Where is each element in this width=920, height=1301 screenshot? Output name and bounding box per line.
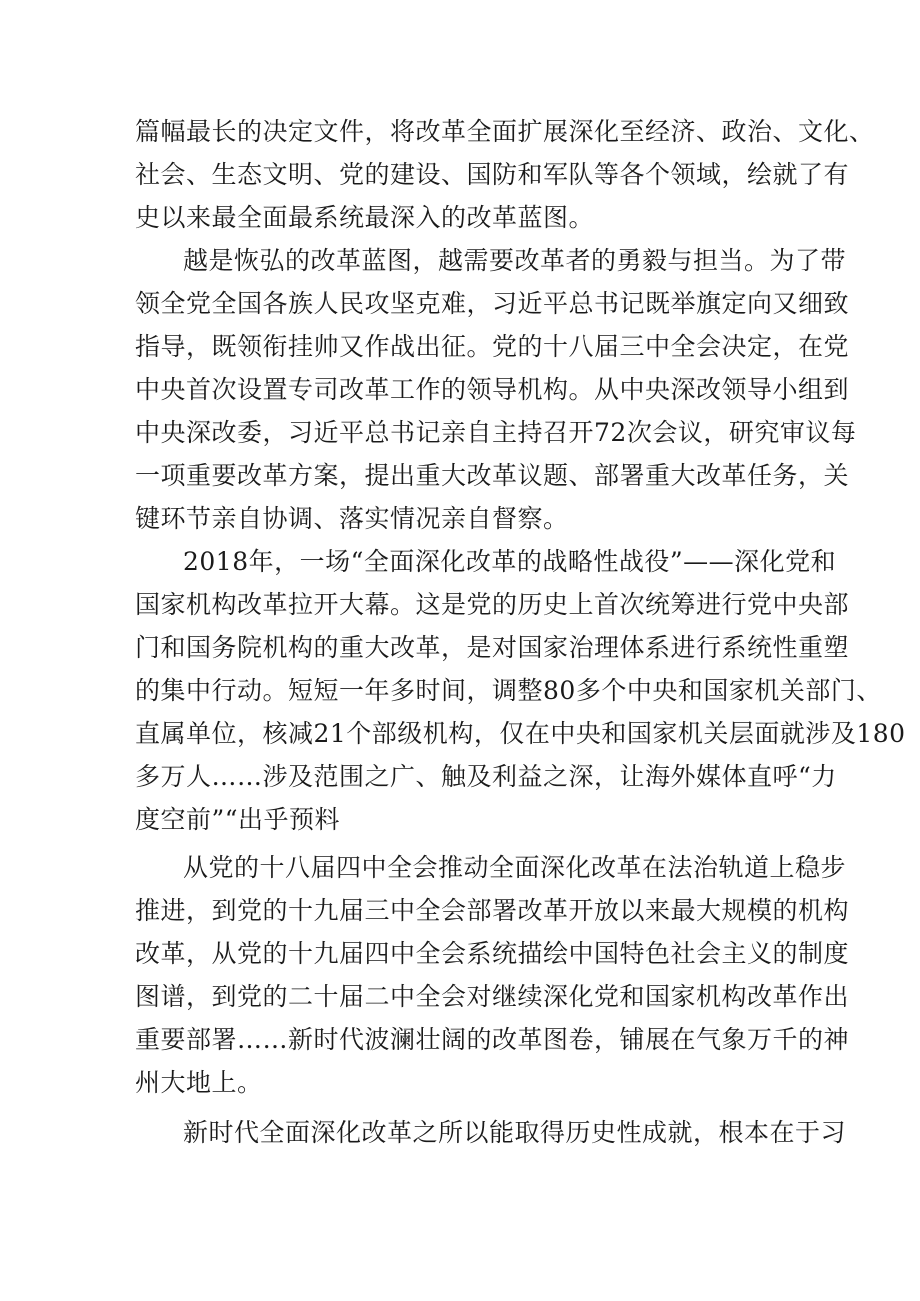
text-line: 社会、生态文明、党的建设、国防和军队等各个领域，绘就了有 xyxy=(135,160,850,189)
text-line: 推进，到党的十九届三中全会部署改革开放以来最大规模的机构 xyxy=(135,896,850,925)
text-line: 新时代全面深化改革之所以能取得历史性成就，根本在于习 xyxy=(183,1118,847,1147)
text-line: 领全党全国各族人民攻坚克难，习近平总书记既举旗定向又细致 xyxy=(135,289,850,318)
text-line: 从党的十八届四中全会推动全面深化改革在法治轨道上稳步 xyxy=(183,853,847,882)
text-line: 的集中行动。短短一年多时间，调整80多个中央和国家机关部门、 xyxy=(135,676,882,705)
text-line: 图谱，到党的二十届二中全会对继续深化党和国家机构改革作出 xyxy=(135,982,850,1011)
text-line: 中央深改委，习近平总书记亲自主持召开72次会议，研究审议每 xyxy=(135,418,857,447)
text-line: 多万人……涉及范围之广、触及利益之深，让海外媒体直呼“力 xyxy=(135,762,837,791)
text-line: 篇幅最长的决定文件，将改革全面扩展深化至经济、政治、文化、 xyxy=(135,117,875,146)
text-line: 指导，既领衔挂帅又作战出征。党的十八届三中全会决定，在党 xyxy=(135,332,850,361)
text-line: 直属单位，核减21个部级机构，仅在中央和国家机关层面就涉及180 xyxy=(135,719,906,748)
text-line: 门和国务院机构的重大改革，是对国家治理体系进行系统性重塑 xyxy=(135,633,850,662)
text-line: 史以来最全面最系统最深入的改革蓝图。 xyxy=(135,203,595,232)
text-line: 度空前”“出乎预料 xyxy=(135,805,341,834)
text-line: 州大地上。 xyxy=(135,1068,263,1097)
text-line: 越是恢弘的改革蓝图，越需要改革者的勇毅与担当。为了带 xyxy=(183,246,847,275)
text-line: 国家机构改革拉开大幕。这是党的历史上首次统筹进行党中央部 xyxy=(135,590,850,619)
text-line: 键环节亲自协调、落实情况亲自督察。 xyxy=(135,504,569,533)
text-line: 中央首次设置专司改革工作的领导机构。从中央深改领导小组到 xyxy=(135,375,850,404)
text-line: 2018年，一场“全面深化改革的战略性战役”——深化党和 xyxy=(183,547,837,576)
text-line: 重要部署……新时代波澜壮阔的改革图卷，铺展在气象万千的神 xyxy=(135,1025,850,1054)
text-line: 一项重要改革方案，提出重大改革议题、部署重大改革任务，关 xyxy=(135,461,850,490)
text-line: 改革，从党的十九届四中全会系统描绘中国特色社会主义的制度 xyxy=(135,939,850,968)
